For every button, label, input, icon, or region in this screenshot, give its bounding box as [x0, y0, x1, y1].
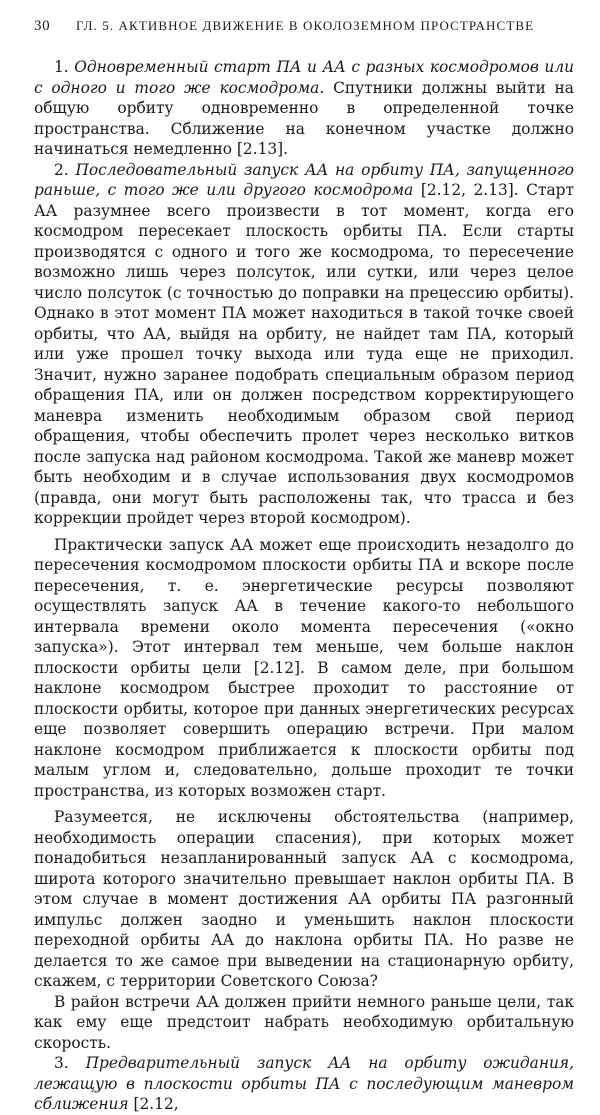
paragraph-6-text: [2.12, — [133, 1095, 179, 1113]
book-page — [34, 18, 574, 1115]
page-number: 30 — [34, 18, 51, 34]
paragraph-2 — [34, 160, 574, 529]
paragraph-4 — [34, 807, 574, 992]
paragraph-1-label: 1. — [54, 58, 69, 76]
paragraph-2-label: 2. — [54, 160, 69, 179]
paragraph-1-text: Спутники должны выйти на общую орбиту одновременно в определенной точке пространства. Сближение на конечном участке должно начинаться немедленно [2.13]. — [34, 78, 574, 158]
paragraph-1 — [34, 57, 574, 160]
paragraph-5-text: В район встречи АА должен прийти немного раньше цели, так как ему еще предстоит набрать необходимую орбитальную скорость. — [34, 992, 574, 1052]
paragraph-3-text: Практически запуск АА может еще происходить незадолго до пересечения космодромом плоскости орбиты ПА и вскоре после пересечения, т. е. энергетические ресурсы позволяют осуществлять запуск АА в течение какого-то небольшого интервала времени около момента пересечения («окно запуска»). Этот интервал тем меньше, чем больше наклон плоскости орбиты цели [2.12]. В самом деле, при большом наклоне космодром быстрее проходит то расстояние от плоскости орбиты, которое при данных энергетических ресурсах еще позволяет совершить операцию встречи. При малом наклоне космодром приближается к плоскости орбиты под малым углом и, следовательно, дольше проходит те точки пространства, из которых возможен старт. — [34, 535, 574, 800]
running-head: ГЛ. 5. АКТИВНОЕ ДВИЖЕНИЕ В ОКОЛОЗЕМНОМ ПРОСТРАНСТВЕ — [76, 18, 535, 33]
paragraph-6-italic: Предварительный запуск АА на орбиту ожидания, лежащую в плоскости орбиты ПА с последующим маневром сближения — [34, 1054, 574, 1113]
paragraph-1-italic: Одновременный старт ПА и АА с разных космодромов или с одного и того же космодрома. — [34, 58, 574, 97]
body-text — [34, 57, 574, 1115]
paragraph-4-text: Разумеется, не исключены обстоятельства (например, необходимость операции спасения), при которых может понадобиться незапланированный запуск АА с космодрома, широта которого значительно превышает наклон орбиты ПА. В этом случае в момент достижения АА орбиты ПА разгонный импульс должен заодно и уменьшить наклон плоскости переходной орбиты АА до наклона орбиты ПА. Но разве не делается то же самое при выведении на стационарную орбиту, скажем, с территории Советского Союза? — [34, 808, 574, 990]
paragraph-6-label: 3. — [54, 1054, 69, 1072]
paragraph-2-italic: Последовательный запуск АА на орбиту ПА, запущенного раньше, с того же или другого космодрома — [34, 160, 574, 199]
paragraph-5 — [34, 992, 574, 1054]
paragraph-6 — [34, 1053, 574, 1115]
paragraph-2-text: [2.12, 2.13]. Старт АА разумнее всего произвести в тот момент, когда его космодром пересекает плоскость орбиты ПА. Если старты производятся с одного и того же космодрома, то пересечение возможно лишь через полсуток, или сутки, или через целое число полсуток (с точностью до поправки на прецессию орбиты). Однако в этот момент ПА может находиться в такой точке своей орбиты, что АА, выйдя на орбиту, не найдет там ПА, который или уже прошел точку выхода или туда еще не приходил. Значит, нужно заранее подобрать специальным образом период обращения ПА, или он должен посредством корректирующего маневра изменить необходимым образом свой период обращения, чтобы обеспечить пролет через несколько витков после запуска над районом космодрома. Такой же маневр может быть необходим и в случае использования двух космодромов (правда, они могут быть расположены так, что трасса и без коррекции пройдет через второй космодром). — [34, 181, 575, 527]
page-header — [34, 18, 574, 52]
paragraph-3 — [34, 535, 574, 802]
